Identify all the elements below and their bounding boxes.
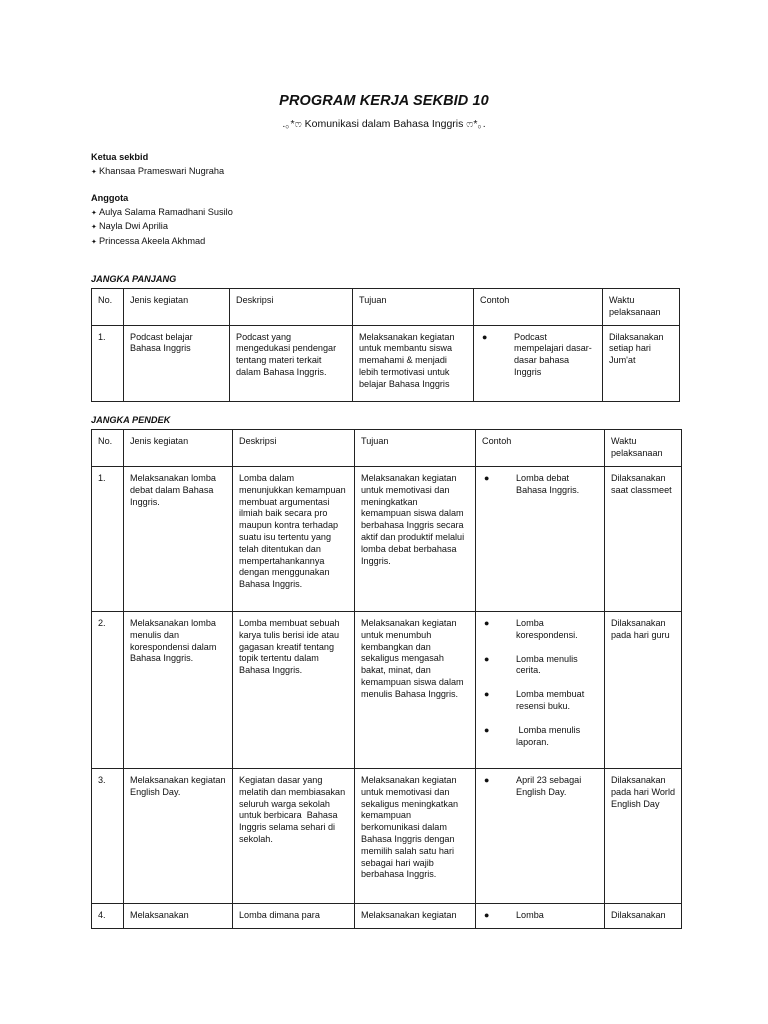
- header-cell: Waktu pelaksanaan: [605, 430, 682, 467]
- cell-deskripsi: Kegiatan dasar yang melatih dan membiasakan seluruh warga sekolah untuk berbicara Bahasa Inggris selama sehari di sekolah.: [233, 769, 355, 904]
- header-cell: Deskripsi: [230, 289, 353, 326]
- member-name: Nayla Dwi Aprilia: [99, 221, 168, 231]
- cell-jenis: Melaksanakan lomba debat dalam Bahasa Inggris.: [124, 467, 233, 612]
- anggota-section: [91, 192, 233, 249]
- header-cell: Tujuan: [353, 289, 474, 326]
- table-row: [92, 325, 680, 401]
- cell-waktu: Dilaksanakan pada hari guru: [605, 612, 682, 769]
- jangka-panjang-label: JANGKA PANJANG: [91, 274, 177, 284]
- cell-no: 3.: [92, 769, 124, 904]
- bullet-icon: ●: [484, 618, 490, 628]
- cell-no: 2.: [92, 612, 124, 769]
- jangka-panjang-table: [91, 288, 680, 402]
- anggota-heading: Anggota: [91, 193, 129, 203]
- cell-contoh: [476, 904, 605, 929]
- cell-deskripsi: Lomba dalam menunjukkan kemampuan membuat argumentasi ilmiah baik secara pro maupun kontra terhadap suatu isu tertentu yang telah ditentukan dan mempertahankannya dengan menggunakan Bahasa Inggris.: [233, 467, 355, 612]
- list-item: ● Lomba debat Bahasa Inggris.: [484, 473, 580, 495]
- cell-contoh: [476, 467, 605, 612]
- cell-deskripsi: Lomba dimana para: [233, 904, 355, 929]
- contoh-list: [482, 473, 599, 497]
- star-bullet-icon: ✦: [91, 224, 97, 231]
- bullet-icon: ●: [484, 689, 490, 700]
- cell-tujuan: Melaksanakan kegiatan: [355, 904, 476, 929]
- star-bullet-icon: ✦: [91, 238, 97, 246]
- cell-no: 1.: [92, 325, 124, 401]
- table-row: [92, 904, 682, 929]
- contoh-list: [482, 775, 599, 799]
- header-cell: Contoh: [474, 289, 603, 326]
- cell-waktu: Dilaksanakan pada hari World English Day: [605, 769, 682, 904]
- member-name: Khansaa Prameswari Nugraha: [99, 165, 225, 176]
- cell-tujuan: Melaksanakan kegiatan untuk memotivasi dan meningkatkan kemampuan siswa dalam berbahasa Inggris secara aktif dan produktif melalui lomba debat berbahasa Inggris.: [355, 467, 476, 612]
- bullet-icon: ●: [484, 775, 490, 785]
- cell-tujuan: Melaksanakan kegiatan untuk memotivasi dan sekaligus meningkatkan kemampuan berkomunikasi dalam Bahasa Inggris dengan memilih salah satu hari sebagai hari wajib berbahasa Inggris.: [355, 769, 476, 904]
- member-name: Aulya Salama Ramadhani Susilo: [99, 206, 233, 217]
- header-cell: No.: [92, 289, 124, 326]
- contoh-list: [480, 332, 597, 379]
- cell-waktu: Dilaksanakan: [605, 904, 682, 929]
- table-row: [92, 467, 682, 612]
- anggota-member: [91, 220, 233, 235]
- anggota-member: [91, 235, 233, 250]
- header-cell: Waktu pelaksanaan: [603, 289, 680, 326]
- jangka-pendek-label: JANGKA PENDEK: [91, 415, 171, 425]
- ketua-heading: Ketua sekbid: [91, 152, 149, 162]
- cell-jenis: Melaksanakan kegiatan English Day.: [124, 769, 233, 904]
- cell-tujuan: Melaksanakan kegiatan untuk menumbuh kembangkan dan sekaligus mengasah bakat, minat, dan kemampuan siswa dalam menulis Bahasa Inggris.: [355, 612, 476, 769]
- header-cell: Jenis kegiatan: [124, 430, 233, 467]
- table-row: [92, 769, 682, 904]
- star-bullet-icon: ✦: [91, 209, 97, 217]
- ketua-section: [91, 151, 224, 179]
- list-item: ● Lomba: [484, 910, 544, 920]
- anggota-member: [91, 206, 233, 221]
- table-row: [92, 612, 682, 769]
- table-header-row: [92, 289, 680, 326]
- list-item: ● Lomba membuat resensi buku.: [484, 689, 585, 711]
- header-cell: No.: [92, 430, 124, 467]
- bullet-icon: ●: [484, 910, 490, 920]
- table-header-row: [92, 430, 682, 467]
- ketua-member: [91, 165, 224, 180]
- list-item: ● April 23 sebagai English Day.: [484, 775, 582, 797]
- cell-contoh: [476, 769, 605, 904]
- cell-jenis: Melaksanakan lomba menulis dan korespondensi dalam Bahasa Inggris.: [124, 612, 233, 769]
- bullet-icon: ●: [484, 473, 490, 483]
- list-item: ● Podcast mempelajari dasar-dasar bahasa Inggris: [482, 331, 592, 377]
- star-bullet-icon: ✦: [91, 168, 97, 176]
- cell-jenis: Melaksanakan: [124, 904, 233, 929]
- document-subtitle: .｡*ෆ Komunikasi dalam Bahasa Inggris ෆ*｡.: [282, 118, 486, 130]
- bullet-icon: ●: [484, 653, 490, 664]
- list-item: ● Lomba menulis laporan.: [484, 724, 583, 747]
- bullet-icon: ●: [482, 331, 488, 342]
- cell-tujuan: Melaksanakan kegiatan untuk membantu siswa memahami & menjadi lebih termotivasi untuk belajar Bahasa Inggris: [353, 325, 474, 401]
- list-item: ● Lomba menulis cerita.: [484, 653, 578, 676]
- cell-waktu: Dilaksanakan setiap hari Jum'at: [603, 325, 680, 401]
- contoh-list: [482, 910, 599, 922]
- header-cell: Deskripsi: [233, 430, 355, 467]
- cell-waktu: Dilaksanakan saat classmeet: [605, 467, 682, 612]
- cell-contoh: [476, 612, 605, 769]
- cell-contoh: [474, 325, 603, 401]
- list-item: ● Lomba korespondensi.: [484, 618, 578, 640]
- cell-no: 1.: [92, 467, 124, 612]
- header-cell: Tujuan: [355, 430, 476, 467]
- cell-deskripsi: Podcast yang mengedukasi pendengar tentang materi terkait dalam Bahasa Inggris.: [230, 325, 353, 401]
- header-cell: Contoh: [476, 430, 605, 467]
- contoh-list: [482, 618, 599, 748]
- document-title: PROGRAM KERJA SEKBID 10: [279, 93, 489, 109]
- cell-deskripsi: Lomba membuat sebuah karya tulis berisi ide atau gagasan kreatif tentang topik tertentu dalam Bahasa Inggris.: [233, 612, 355, 769]
- jangka-pendek-table: [91, 429, 682, 929]
- header-cell: Jenis kegiatan: [124, 289, 230, 326]
- cell-jenis: Podcast belajar Bahasa Inggris: [124, 325, 230, 401]
- cell-no: 4.: [92, 904, 124, 929]
- bullet-icon: ●: [484, 724, 490, 735]
- member-name: Princessa Akeela Akhmad: [99, 235, 206, 246]
